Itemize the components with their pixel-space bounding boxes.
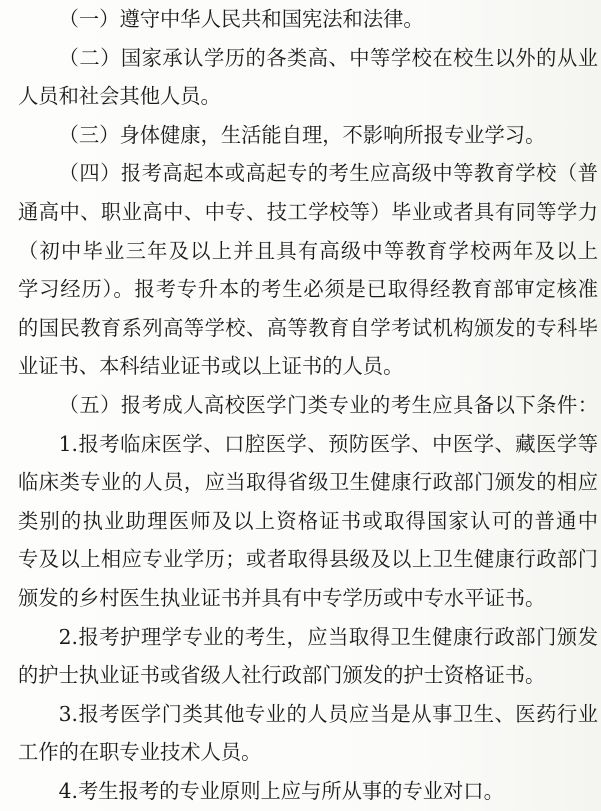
text-line: 的国民教育系列高等学校、高等教育自学考试机构颁发的专科毕: [18, 315, 598, 340]
text-line: 业证书、本科结业证书或以上证书的人员。: [18, 354, 404, 379]
text-line: 颁发的乡村医生执业证书并具有中专学历或中专水平证书。: [18, 585, 546, 610]
text-line: 通高中、职业高中、中专、技工学校等）毕业或者具有同等学力: [18, 199, 598, 224]
text-line: 学习经历）。报考专升本的考生必须是已取得经教育部审定核准: [18, 277, 598, 302]
clause-2-paragraph: [18, 39, 598, 116]
medical-condition-4-paragraph: [18, 772, 598, 811]
clause-1-paragraph: [18, 0, 598, 39]
clause-4-paragraph: [18, 154, 598, 386]
text-line: 工作的在职专业技术人员。: [18, 740, 262, 765]
text-line: 类别的执业助理医师及以上资格证书或取得国家认可的普通中: [18, 508, 598, 533]
text-line: 2.报考护理学专业的考生，应当取得卫生健康行政部门颁发: [58, 624, 598, 649]
text-line: 3.报考医学门类其他专业的人员应当是从事卫生、医药行业: [58, 701, 598, 726]
text-line: （四）报考高起本或高起专的考生应高级中等教育学校（普: [58, 161, 598, 186]
text-line: 临床类专业的人员，应当取得省级卫生健康行政部门颁发的相应: [18, 470, 598, 495]
text-line: （二）国家承认学历的各类高、中等学校在校生以外的从业: [58, 45, 598, 70]
clause-3-paragraph: [18, 116, 598, 155]
text-line: （一）遵守中华人民共和国宪法和法律。: [58, 7, 424, 31]
clause-5-paragraph: [18, 386, 598, 425]
text-line: 人员和社会其他人员。: [18, 84, 221, 109]
medical-condition-1-paragraph: [18, 425, 598, 618]
text-line: 1.报考临床医学、口腔医学、预防医学、中医学、藏医学等: [58, 431, 598, 456]
text-line: 专及以上相应专业学历；或者取得县级及以上卫生健康行政部门: [18, 547, 598, 572]
text-line: 4.考生报考的专业原则上应与所从事的专业对口。: [58, 778, 504, 803]
text-line: （三）身体健康，生活能自理，不影响所报专业学习。: [58, 122, 546, 147]
text-line: 的护士执业证书或省级人社行政部门颁发的护士资格证书。: [18, 663, 546, 688]
document-body: [18, 0, 598, 810]
text-line: （五）报考成人高校医学门类专业的考生应具备以下条件：: [58, 392, 598, 417]
text-line: （初中毕业三年及以上并且具有高级中等教育学校两年及以上: [18, 238, 598, 263]
medical-condition-2-paragraph: [18, 618, 598, 695]
medical-condition-3-paragraph: [18, 695, 598, 772]
